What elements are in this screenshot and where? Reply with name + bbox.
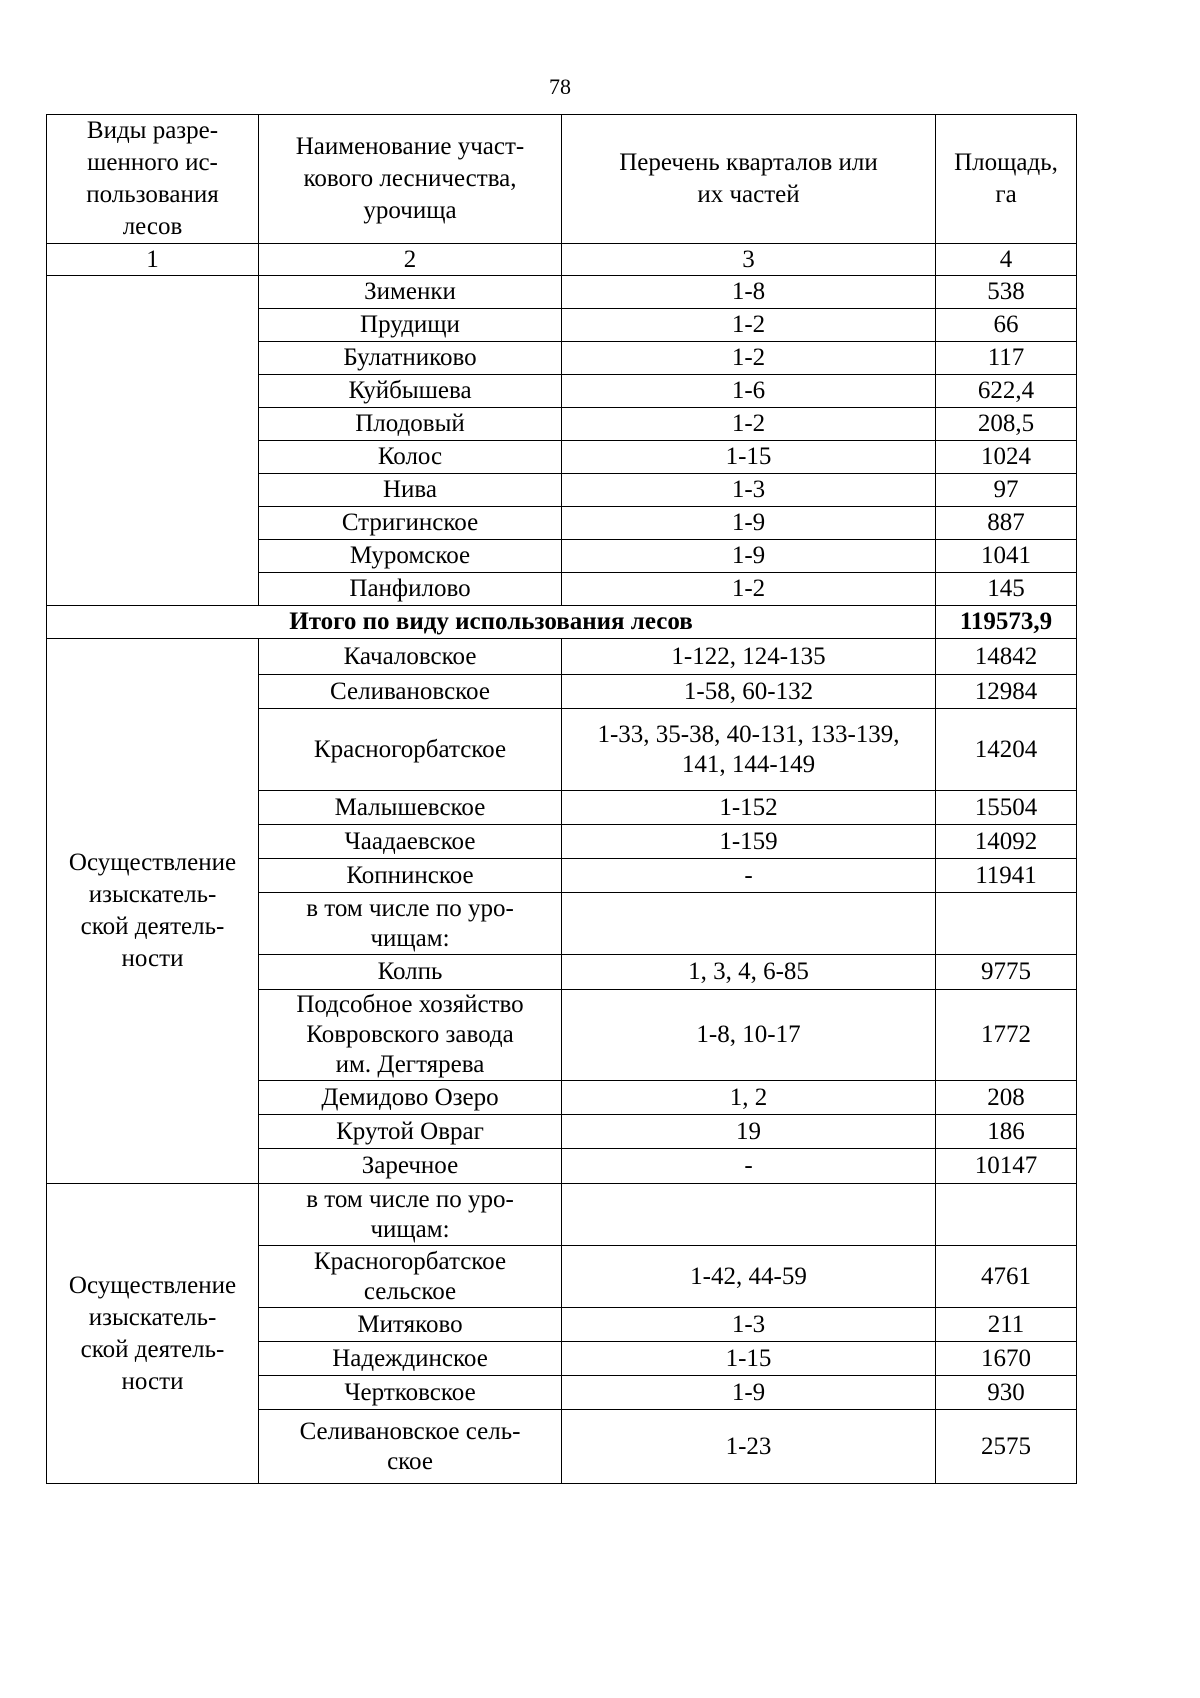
forestry-name: в том числе по уро- чищам: <box>259 893 562 955</box>
forestry-name: Качаловское <box>259 639 562 675</box>
area: 12984 <box>936 675 1077 709</box>
page-number: 78 <box>549 74 571 99</box>
area: 145 <box>936 573 1077 606</box>
quarters: 1-15 <box>562 441 936 474</box>
quarters: 1-2 <box>562 408 936 441</box>
header-row <box>47 115 1077 244</box>
area: 97 <box>936 474 1077 507</box>
forestry-name: Крутой Овраг <box>259 1115 562 1149</box>
area: 208,5 <box>936 408 1077 441</box>
total-label: Итого по виду использования лесов <box>47 606 936 639</box>
area: 1024 <box>936 441 1077 474</box>
forestry-name: Булатниково <box>259 342 562 375</box>
quarters: 1-42, 44-59 <box>562 1246 936 1308</box>
forestry-name: Митяково <box>259 1308 562 1342</box>
quarters: 1-2 <box>562 342 936 375</box>
forest-use-table <box>46 114 1077 1484</box>
forestry-name: Селивановское <box>259 675 562 709</box>
area: 1670 <box>936 1342 1077 1376</box>
area: 208 <box>936 1081 1077 1115</box>
quarters: 1-2 <box>562 573 936 606</box>
forestry-name: Малышевское <box>259 791 562 825</box>
forestry-name: Заречное <box>259 1149 562 1184</box>
area: 14842 <box>936 639 1077 675</box>
area: 930 <box>936 1376 1077 1410</box>
area: 2575 <box>936 1410 1077 1484</box>
quarters: - <box>562 859 936 893</box>
quarters: 1-33, 35-38, 40-131, 133-139, 141, 144-149 <box>562 709 936 791</box>
quarters: 1-122, 124-135 <box>562 639 936 675</box>
quarters: 1-9 <box>562 1376 936 1410</box>
column-number: 1 <box>47 244 259 276</box>
use-type-cell: Осуществление изыскатель- ской деятель- ности <box>47 1184 259 1484</box>
column-numbers-row <box>47 244 1077 276</box>
area: 538 <box>936 276 1077 309</box>
column-number: 3 <box>562 244 936 276</box>
section-1 <box>47 276 1077 606</box>
forestry-name: Куйбышева <box>259 375 562 408</box>
forestry-name: Стригинское <box>259 507 562 540</box>
quarters: 1-2 <box>562 309 936 342</box>
area: 186 <box>936 1115 1077 1149</box>
forestry-name: Зименки <box>259 276 562 309</box>
forestry-name: Красногорбатское <box>259 709 562 791</box>
forestry-name: в том числе по уро- чищам: <box>259 1184 562 1246</box>
section-3 <box>47 1184 1077 1484</box>
forestry-name: Селивановское сель- ское <box>259 1410 562 1484</box>
quarters: 1-9 <box>562 507 936 540</box>
total-row <box>47 606 1077 639</box>
area: 117 <box>936 342 1077 375</box>
quarters <box>562 1184 936 1246</box>
table-row <box>47 1184 1077 1246</box>
header-use-type: Виды разре- шенного ис- пользования лесов <box>47 115 259 244</box>
quarters: 1-3 <box>562 474 936 507</box>
forestry-name: Подсобное хозяйство Ковровского завода им. Дегтярева <box>259 990 562 1081</box>
area: 1041 <box>936 540 1077 573</box>
quarters: 1, 2 <box>562 1081 936 1115</box>
quarters: 1-152 <box>562 791 936 825</box>
quarters: 1, 3, 4, 6-85 <box>562 955 936 990</box>
quarters <box>562 893 936 955</box>
header-forestry-name: Наименование участ- кового лесничества, урочища <box>259 115 562 244</box>
area <box>936 893 1077 955</box>
table-row <box>47 639 1077 675</box>
quarters: - <box>562 1149 936 1184</box>
area: 1772 <box>936 990 1077 1081</box>
total-value: 119573,9 <box>936 606 1077 639</box>
section-2 <box>47 639 1077 1184</box>
forestry-name: Демидово Озеро <box>259 1081 562 1115</box>
area <box>936 1184 1077 1246</box>
use-type-cell <box>47 276 259 606</box>
area: 9775 <box>936 955 1077 990</box>
quarters: 1-58, 60-132 <box>562 675 936 709</box>
area: 14204 <box>936 709 1077 791</box>
forestry-name: Копнинское <box>259 859 562 893</box>
column-number: 4 <box>936 244 1077 276</box>
area: 66 <box>936 309 1077 342</box>
quarters: 1-6 <box>562 375 936 408</box>
forestry-name: Чаадаевское <box>259 825 562 859</box>
quarters: 1-8 <box>562 276 936 309</box>
forestry-name: Красногорбатское сельское <box>259 1246 562 1308</box>
area: 887 <box>936 507 1077 540</box>
forestry-name: Муромское <box>259 540 562 573</box>
forestry-name: Нива <box>259 474 562 507</box>
forestry-name: Надеждинское <box>259 1342 562 1376</box>
quarters: 1-159 <box>562 825 936 859</box>
quarters: 1-23 <box>562 1410 936 1484</box>
quarters: 1-3 <box>562 1308 936 1342</box>
quarters: 19 <box>562 1115 936 1149</box>
quarters: 1-9 <box>562 540 936 573</box>
forestry-name: Плодовый <box>259 408 562 441</box>
column-number: 2 <box>259 244 562 276</box>
forestry-name: Панфилово <box>259 573 562 606</box>
use-type-cell: Осуществление изыскатель- ской деятель- ности <box>47 639 259 1184</box>
area: 622,4 <box>936 375 1077 408</box>
quarters: 1-15 <box>562 1342 936 1376</box>
area: 10147 <box>936 1149 1077 1184</box>
area: 11941 <box>936 859 1077 893</box>
forestry-name: Колпь <box>259 955 562 990</box>
table-row <box>47 276 1077 309</box>
quarters: 1-8, 10-17 <box>562 990 936 1081</box>
area: 14092 <box>936 825 1077 859</box>
header-area: Площадь, га <box>936 115 1077 244</box>
forestry-name: Колос <box>259 441 562 474</box>
forestry-name: Прудищи <box>259 309 562 342</box>
area: 15504 <box>936 791 1077 825</box>
forestry-name: Чертковское <box>259 1376 562 1410</box>
area: 4761 <box>936 1246 1077 1308</box>
area: 211 <box>936 1308 1077 1342</box>
header-quarters: Перечень кварталов или их частей <box>562 115 936 244</box>
